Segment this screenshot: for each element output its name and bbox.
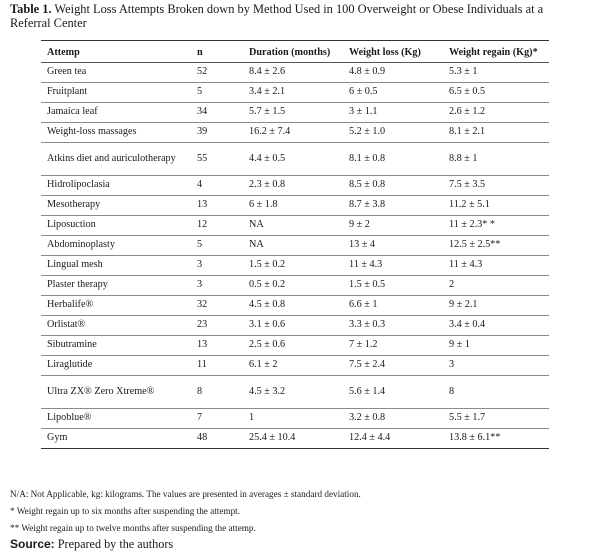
cell-n: 8: [191, 376, 243, 409]
cell-duration: 16.2 ± 7.4: [243, 123, 343, 143]
cell-weight-loss: 8.1 ± 0.8: [343, 143, 443, 176]
caption-text: Weight Loss Attempts Broken down by Method Used in 100 Overweight or Obese Individuals at a Referral Center: [10, 2, 544, 30]
source-line: [10, 537, 173, 552]
cell-weight-regain: 8.1 ± 2.1: [443, 123, 549, 143]
cell-attemp: Weight-loss massages: [41, 123, 191, 143]
cell-weight-regain: 9 ± 1: [443, 336, 549, 356]
cell-attemp: Liposuction: [41, 216, 191, 236]
cell-n: 23: [191, 316, 243, 336]
cell-attemp: Lipoblue®: [41, 409, 191, 429]
cell-attemp: Ultra ZX® Zero Xtreme®: [41, 376, 191, 409]
cell-duration: NA: [243, 236, 343, 256]
cell-n: 13: [191, 196, 243, 216]
cell-weight-regain: 5.3 ± 1: [443, 63, 549, 83]
cell-weight-regain: 12.5 ± 2.5**: [443, 236, 549, 256]
cell-attemp: Abdominoplasty: [41, 236, 191, 256]
cell-duration: 4.4 ± 0.5: [243, 143, 343, 176]
cell-n: 3: [191, 276, 243, 296]
cell-weight-loss: 7.5 ± 2.4: [343, 356, 443, 376]
weight-loss-table: [41, 40, 549, 449]
cell-n: 7: [191, 409, 243, 429]
cell-weight-regain: 6.5 ± 0.5: [443, 83, 549, 103]
cell-duration: 1: [243, 409, 343, 429]
cell-duration: 6 ± 1.8: [243, 196, 343, 216]
cell-weight-loss: 9 ± 2: [343, 216, 443, 236]
cell-duration: 5.7 ± 1.5: [243, 103, 343, 123]
note-abbreviations: N/A: Not Applicable, kg: kilograms. The values are presented in averages ± standard deviation.: [10, 489, 361, 499]
table-row: [41, 316, 549, 336]
table-row: [41, 276, 549, 296]
header-attemp: Attemp: [41, 41, 191, 63]
cell-duration: 0.5 ± 0.2: [243, 276, 343, 296]
cell-attemp: Plaster therapy: [41, 276, 191, 296]
table-row: [41, 236, 549, 256]
cell-n: 11: [191, 356, 243, 376]
table-row: [41, 196, 549, 216]
table-header-row: [41, 41, 549, 63]
cell-weight-regain: 11.2 ± 5.1: [443, 196, 549, 216]
cell-attemp: Green tea: [41, 63, 191, 83]
cell-attemp: Gym: [41, 429, 191, 449]
table-caption: [10, 2, 584, 30]
table-row: [41, 409, 549, 429]
cell-weight-regain: 9 ± 2.1: [443, 296, 549, 316]
cell-n: 34: [191, 103, 243, 123]
header-duration: Duration (months): [243, 41, 343, 63]
table-body: [41, 63, 549, 449]
table-row: [41, 103, 549, 123]
cell-n: 52: [191, 63, 243, 83]
cell-weight-loss: 6.6 ± 1: [343, 296, 443, 316]
cell-duration: 25.4 ± 10.4: [243, 429, 343, 449]
cell-n: 5: [191, 236, 243, 256]
cell-attemp: Jamaica leaf: [41, 103, 191, 123]
cell-n: 5: [191, 83, 243, 103]
cell-weight-loss: 8.7 ± 3.8: [343, 196, 443, 216]
cell-weight-loss: 4.8 ± 0.9: [343, 63, 443, 83]
cell-weight-regain: 8: [443, 376, 549, 409]
caption-label: Table 1.: [10, 2, 52, 16]
header-n: n: [191, 41, 243, 63]
cell-n: 13: [191, 336, 243, 356]
cell-duration: 8.4 ± 2.6: [243, 63, 343, 83]
cell-weight-loss: 3 ± 1.1: [343, 103, 443, 123]
note-twelve-months: ** Weight regain up to twelve months after suspending the attemp.: [10, 523, 256, 533]
table-row: [41, 256, 549, 276]
cell-weight-loss: 13 ± 4: [343, 236, 443, 256]
cell-weight-regain: 13.8 ± 6.1**: [443, 429, 549, 449]
cell-attemp: Mesotherapy: [41, 196, 191, 216]
cell-weight-loss: 8.5 ± 0.8: [343, 176, 443, 196]
header-weight-regain: Weight regain (Kg)*: [443, 41, 549, 63]
cell-weight-loss: 3.3 ± 0.3: [343, 316, 443, 336]
cell-attemp: Sibutramine: [41, 336, 191, 356]
cell-duration: 4.5 ± 3.2: [243, 376, 343, 409]
note-six-months: * Weight regain up to six months after suspending the attempt.: [10, 506, 241, 516]
cell-weight-regain: 11 ± 2.3* *: [443, 216, 549, 236]
cell-n: 48: [191, 429, 243, 449]
cell-weight-loss: 7 ± 1.2: [343, 336, 443, 356]
cell-n: 39: [191, 123, 243, 143]
cell-weight-loss: 11 ± 4.3: [343, 256, 443, 276]
table-row: [41, 429, 549, 449]
table-row: [41, 83, 549, 103]
cell-weight-regain: 7.5 ± 3.5: [443, 176, 549, 196]
table-row: [41, 296, 549, 316]
cell-attemp: Liraglutide: [41, 356, 191, 376]
cell-weight-loss: 12.4 ± 4.4: [343, 429, 443, 449]
cell-attemp: Atkins diet and auriculotherapy: [41, 143, 191, 176]
cell-duration: 3.1 ± 0.6: [243, 316, 343, 336]
cell-weight-loss: 5.2 ± 1.0: [343, 123, 443, 143]
cell-n: 4: [191, 176, 243, 196]
table-row: [41, 143, 549, 176]
cell-duration: 1.5 ± 0.2: [243, 256, 343, 276]
table-notes: [10, 486, 361, 537]
cell-duration: 4.5 ± 0.8: [243, 296, 343, 316]
cell-weight-regain: 3: [443, 356, 549, 376]
cell-duration: 6.1 ± 2: [243, 356, 343, 376]
cell-attemp: Orlistat®: [41, 316, 191, 336]
cell-weight-loss: 3.2 ± 0.8: [343, 409, 443, 429]
cell-weight-regain: 2.6 ± 1.2: [443, 103, 549, 123]
cell-weight-regain: 11 ± 4.3: [443, 256, 549, 276]
table-row: [41, 376, 549, 409]
table-row: [41, 336, 549, 356]
cell-attemp: Lingual mesh: [41, 256, 191, 276]
source-text: Prepared by the authors: [54, 537, 174, 551]
cell-n: 12: [191, 216, 243, 236]
cell-weight-loss: 1.5 ± 0.5: [343, 276, 443, 296]
table-row: [41, 216, 549, 236]
cell-weight-loss: 6 ± 0.5: [343, 83, 443, 103]
table-row: [41, 63, 549, 83]
cell-weight-regain: 3.4 ± 0.4: [443, 316, 549, 336]
cell-attemp: Hidrolipoclasia: [41, 176, 191, 196]
cell-n: 32: [191, 296, 243, 316]
cell-n: 55: [191, 143, 243, 176]
cell-weight-regain: 2: [443, 276, 549, 296]
cell-attemp: Fruitplant: [41, 83, 191, 103]
cell-duration: 3.4 ± 2.1: [243, 83, 343, 103]
cell-duration: 2.3 ± 0.8: [243, 176, 343, 196]
cell-weight-loss: 5.6 ± 1.4: [343, 376, 443, 409]
cell-weight-regain: 8.8 ± 1: [443, 143, 549, 176]
table-row: [41, 176, 549, 196]
cell-weight-regain: 5.5 ± 1.7: [443, 409, 549, 429]
source-label: Source:: [10, 537, 55, 551]
cell-duration: 2.5 ± 0.6: [243, 336, 343, 356]
cell-attemp: Herbalife®: [41, 296, 191, 316]
header-weight-loss: Weight loss (Kg): [343, 41, 443, 63]
cell-duration: NA: [243, 216, 343, 236]
cell-n: 3: [191, 256, 243, 276]
table-row: [41, 123, 549, 143]
table-row: [41, 356, 549, 376]
